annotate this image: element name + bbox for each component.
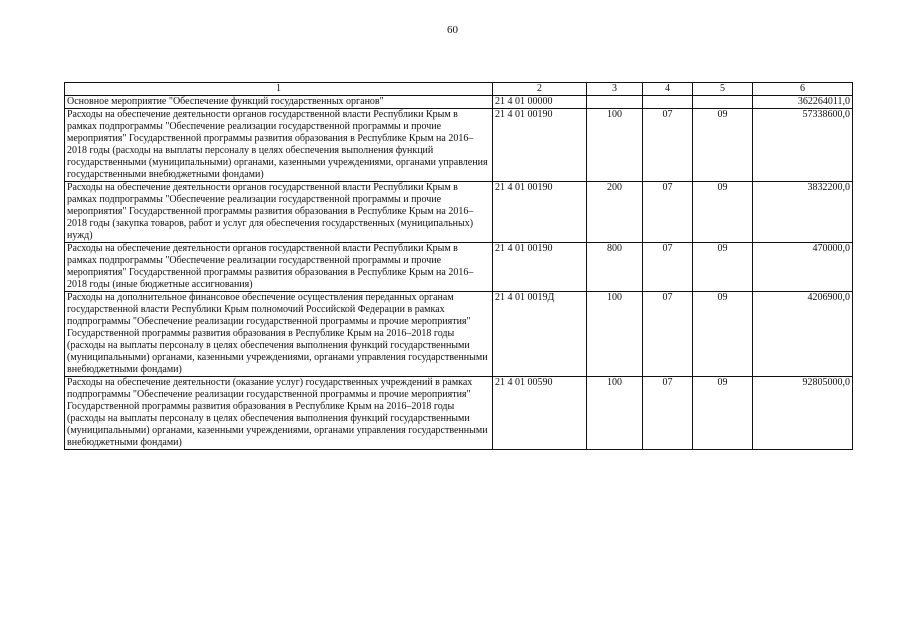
row-amount: 362264011,0 bbox=[753, 96, 853, 109]
row-col5 bbox=[693, 96, 753, 109]
budget-table bbox=[64, 82, 853, 450]
table-row bbox=[65, 96, 853, 109]
row-name: Расходы на дополнительное финансовое обеспечение осуществления переданных органам государственной власти Республики Крым полномочий Российской Федерации в рамках подпрограммы "Обеспечение реализации государственной программы и прочие мероприятия" Государственной программы развития образования в Республике Крым на 2016–2018 годы (расходы на выплаты персоналу в целях обеспечения выполнения функций государственными (муниципальными) органами, казенными учреждениями, органами управления государственными внебюджетными фондами) bbox=[65, 292, 493, 377]
row-code: 21 4 01 0019Д bbox=[493, 292, 587, 377]
row-col5: 09 bbox=[693, 243, 753, 292]
header-cell: 1 bbox=[65, 83, 493, 96]
row-col3: 100 bbox=[587, 377, 643, 450]
row-col3 bbox=[587, 96, 643, 109]
row-col4 bbox=[643, 96, 693, 109]
table-row bbox=[65, 292, 853, 377]
header-cell: 5 bbox=[693, 83, 753, 96]
table-row bbox=[65, 109, 853, 182]
row-amount: 4206900,0 bbox=[753, 292, 853, 377]
header-cell: 4 bbox=[643, 83, 693, 96]
table-row bbox=[65, 182, 853, 243]
table-row bbox=[65, 377, 853, 450]
row-col3: 100 bbox=[587, 292, 643, 377]
row-code: 21 4 01 00590 bbox=[493, 377, 587, 450]
header-cell: 6 bbox=[753, 83, 853, 96]
row-col5: 09 bbox=[693, 292, 753, 377]
row-code: 21 4 01 00190 bbox=[493, 243, 587, 292]
row-name: Основное мероприятие "Обеспечение функций государственных органов" bbox=[65, 96, 493, 109]
table-header-row bbox=[65, 83, 853, 96]
row-name: Расходы на обеспечение деятельности органов государственной власти Республики Крым в рамках подпрограммы "Обеспечение реализации государственной программы и прочие мероприятия" Государственной программы развития образования в Республике Крым на 2016–2018 годы (иные бюджетные ассигнования) bbox=[65, 243, 493, 292]
row-name: Расходы на обеспечение деятельности (оказание услуг) государственных учреждений в рамках подпрограммы "Обеспечение реализации государственной программы и прочие мероприятия" Государственной программы развития образования в Республике Крым на 2016–2018 годы (расходы на выплаты персоналу в целях обеспечения выполнения функций государственными (муниципальными) органами, казенными учреждениями, органами управления государственными внебюджетными фондами) bbox=[65, 377, 493, 450]
row-amount: 3832200,0 bbox=[753, 182, 853, 243]
row-code: 21 4 01 00190 bbox=[493, 182, 587, 243]
row-name: Расходы на обеспечение деятельности органов государственной власти Республики Крым в рамках подпрограммы "Обеспечение реализации государственной программы и прочие мероприятия" Государственной программы развития образования в Республике Крым на 2016–2018 годы (расходы на выплаты персоналу в целях обеспечения выполнения функций государственными (муниципальными) органами, казенными учреждениями, органами управления государственными внебюджетными фондами) bbox=[65, 109, 493, 182]
row-amount: 92805000,0 bbox=[753, 377, 853, 450]
row-col4: 07 bbox=[643, 377, 693, 450]
row-code: 21 4 01 00000 bbox=[493, 96, 587, 109]
row-col3: 800 bbox=[587, 243, 643, 292]
row-col5: 09 bbox=[693, 109, 753, 182]
row-col5: 09 bbox=[693, 377, 753, 450]
row-col4: 07 bbox=[643, 109, 693, 182]
table-row bbox=[65, 243, 853, 292]
row-name: Расходы на обеспечение деятельности органов государственной власти Республики Крым в рамках подпрограммы "Обеспечение реализации государственной программы и прочие мероприятия" Государственной программы развития образования в Республике Крым на 2016–2018 годы (закупка товаров, работ и услуг для обеспечения государственных (муниципальных) нужд) bbox=[65, 182, 493, 243]
row-col4: 07 bbox=[643, 182, 693, 243]
row-col3: 200 bbox=[587, 182, 643, 243]
header-cell: 3 bbox=[587, 83, 643, 96]
page-number: 60 bbox=[447, 24, 458, 36]
row-col4: 07 bbox=[643, 292, 693, 377]
row-amount: 470000,0 bbox=[753, 243, 853, 292]
header-cell: 2 bbox=[493, 83, 587, 96]
row-code: 21 4 01 00190 bbox=[493, 109, 587, 182]
row-col4: 07 bbox=[643, 243, 693, 292]
row-col5: 09 bbox=[693, 182, 753, 243]
row-amount: 57338600,0 bbox=[753, 109, 853, 182]
row-col3: 100 bbox=[587, 109, 643, 182]
